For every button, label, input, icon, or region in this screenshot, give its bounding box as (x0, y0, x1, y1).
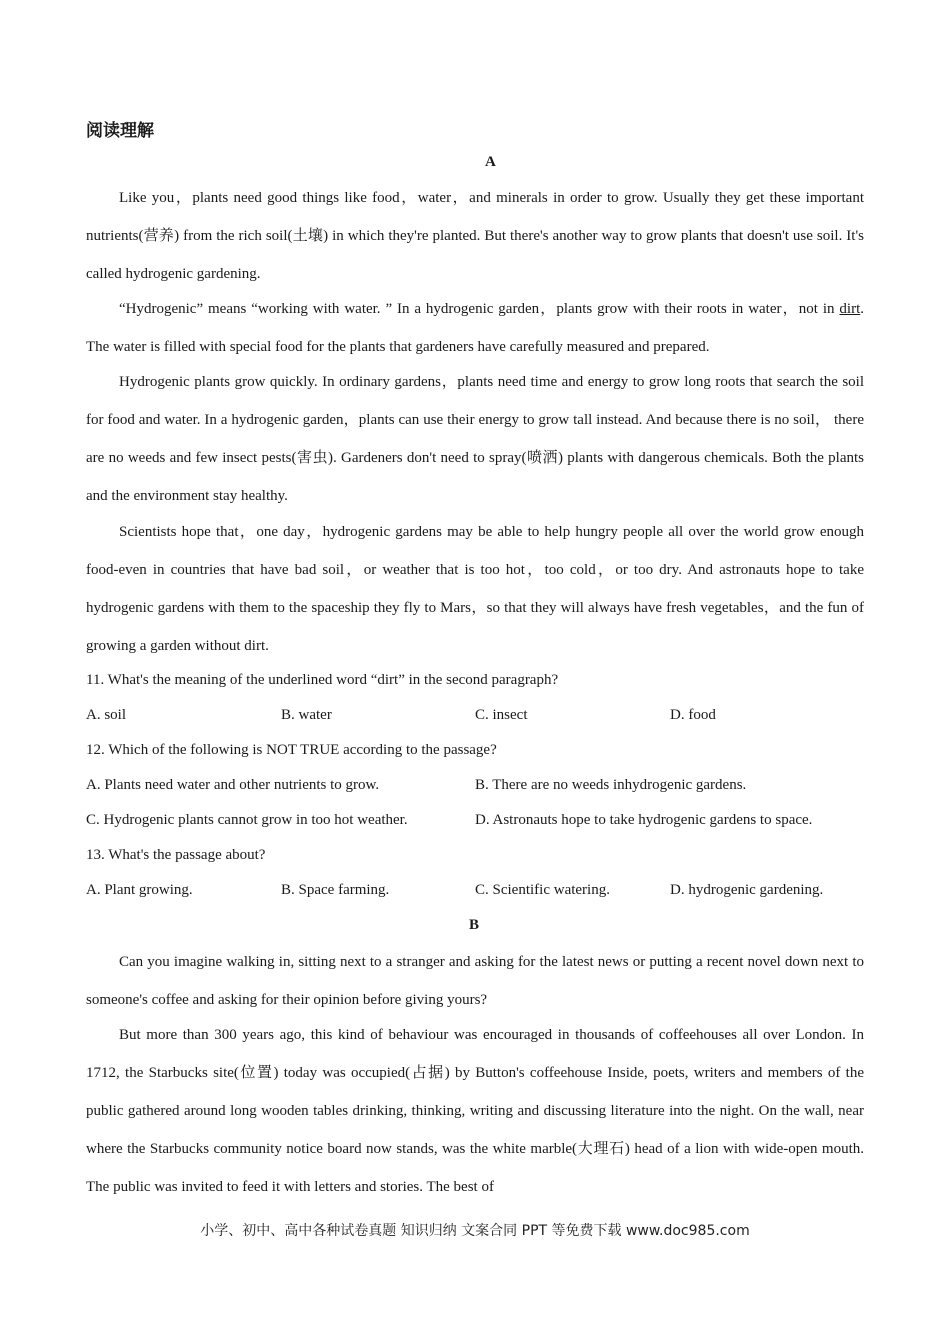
question-12-option-b: B. There are no weeds inhydrogenic gardens. (475, 777, 747, 793)
passage-b-paragraph-1: Can you imagine walking in, sitting next to a stranger and asking for the latest news or putting a recent novel down next to someone's coffee and asking for their opinion before giving yours? (86, 954, 864, 1008)
question-11-option-c: C. insect (475, 707, 528, 723)
passage-a-paragraph-4: Scientists hope that，one day，hydrogenic gardens may be able to help hungry people all over the world grow enough food-even in countries that have bad soil，or weather that is too hot，too cold，or too dry. And astronauts hope to take hydrogenic gardens with them to the spaceship they fly to Mars，so that they will always have fresh vegetables，and the fun of growing a garden without dirt. (86, 524, 864, 654)
question-11-stem: 11. What's the meaning of the underlined word “dirt” in the second paragraph? (86, 672, 559, 688)
passage-a-heading: A (485, 154, 496, 170)
underlined-word-dirt: dirt (839, 301, 861, 317)
passage-b-paragraph-2: But more than 300 years ago, this kind of behaviour was encouraged in thousands of coffeehouses all over London. In 1712, the Starbucks site(位置) today was occupied(占据) by Button's coffeehouse Inside, poets, writers and members of the public gathered around long wooden tables drinking, thinking, writing and discussing literature into the night. On the wall, near where the Starbucks community notice board now stands, was the white marble(大理石) head of a lion with wide-open mouth. The public was invited to feed it with letters and stories. The best of (86, 1027, 864, 1195)
question-12-option-a: A. Plants need water and other nutrients to grow. (86, 777, 380, 793)
question-11-option-b: B. water (281, 707, 332, 723)
question-13-option-a: A. Plant growing. (86, 882, 193, 898)
page-footer: 小学、初中、高中各种试卷真题 知识归纳 文案合同 PPT 等免费下载 www.doc985.com (200, 1223, 750, 1239)
passage-a-paragraph-2 (86, 290, 864, 366)
question-12-option-d: D. Astronauts hope to take hydrogenic gardens to space. (475, 812, 813, 828)
question-11-option-d: D. food (670, 707, 716, 723)
passage-a-paragraph-3: Hydrogenic plants grow quickly. In ordinary gardens，plants need time and energy to grow long roots that search the soil for food and water. In a hydrogenic garden，plants can use their energy to grow tall instead. And because there is no soil， there are no weeds and few insect pests(害虫). Gardeners don't need to spray(喷洒) plants with dangerous chemicals. Both the plants and the environment stay healthy. (86, 374, 864, 504)
paragraph-2-text-before: “Hydrogenic” means “working with water. ” In a hydrogenic garden，plants grow with their roots in water，not in (119, 301, 840, 317)
question-13-stem: 13. What's the passage about? (86, 847, 266, 863)
paragraph-2-text-after: . The water is filled with special food for the plants that gardeners have carefully measured and prepared. (86, 301, 864, 355)
question-11-option-a: A. soil (86, 707, 127, 723)
passage-b-heading: B (469, 917, 480, 933)
question-12-option-c: C. Hydrogenic plants cannot grow in too hot weather. (86, 812, 408, 828)
question-13-option-c: C. Scientific watering. (475, 882, 610, 898)
question-13-option-b: B. Space farming. (281, 882, 390, 898)
question-12-stem: 12. Which of the following is NOT TRUE according to the passage? (86, 742, 497, 758)
question-13-option-d: D. hydrogenic gardening. (670, 882, 824, 898)
section-title: 阅读理解 (86, 121, 154, 141)
passage-a-paragraph-1: Like you，plants need good things like food，water，and minerals in order to grow. Usually they get these important nutrients(营养) from the rich soil(土壤) in which they're planted. But there's another way to grow plants that doesn't use soil. It's called hydrogenic gardening. (86, 190, 864, 282)
